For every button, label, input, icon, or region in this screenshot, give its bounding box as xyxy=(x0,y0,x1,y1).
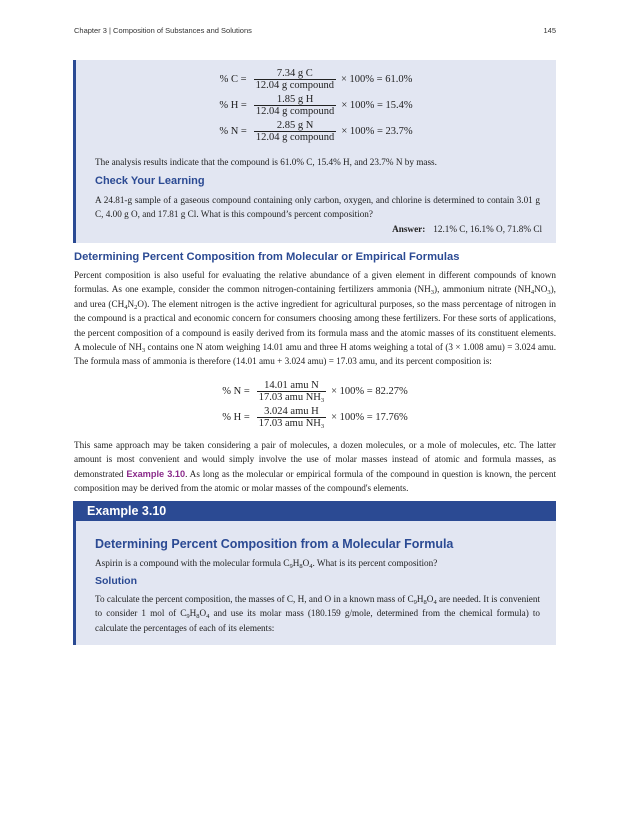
example-3-10-link[interactable]: Example 3.10 xyxy=(126,468,186,479)
fraction: $\frac{\text{1.85 g H}}{\text{12.04 g compound}}$ xyxy=(255,93,335,117)
answer-value: 12.1% C, 16.1% O, 71.8% Cl xyxy=(433,224,542,234)
equation-ammonia-hydrogen: % H = $\frac{\text{3.024 amu H}}{17.03 amu NH_3}$ × 100% = 17.76% xyxy=(222,405,408,430)
example-continuation-box xyxy=(73,60,556,243)
page-number: 145 xyxy=(543,26,556,35)
equation-carbon: % C = $\frac{\text{7.34 g C}}{\text{12.04 g compound}}$ × 100% = 61.0% xyxy=(219,67,413,91)
example-question: Aspirin is a compound with the molecular formula $C_9H_8O_4$. What is its percent composition? xyxy=(95,558,438,570)
analysis-text: The analysis results indicate that the compound is 61.0% C, 15.4% H, and 23.7% N by mass. xyxy=(95,157,437,167)
check-your-learning-heading: Check Your Learning xyxy=(95,175,205,187)
chapter-title: Chapter 3 | Composition of Substances and Solutions xyxy=(74,26,252,35)
fraction: $\frac{\text{7.34 g C}}{\text{12.04 g compound}}$ xyxy=(255,67,335,91)
answer-line xyxy=(392,224,542,234)
fraction: $\frac{\text{3.024 amu H}}{17.03 amu NH_3}$ xyxy=(258,405,325,430)
running-header xyxy=(74,26,556,35)
example-box xyxy=(73,521,556,645)
example-banner: Example 3.10 xyxy=(73,501,556,522)
solution-heading: Solution xyxy=(95,575,137,587)
solution-text: To calculate the percent composition, the masses of C, H, and O in a known mass of $C_9H_8O_4$ are needed. It is convenient to consider 1 mol of $C_9H_8O_4$ and use its molar mass (180.159 g/mole, determined from the chemical formula) to calculate the percentages of each of its elements: xyxy=(95,594,540,633)
equation-hydrogen: % H = $\frac{\text{1.85 g H}}{\text{12.04 g compound}}$ × 100% = 15.4% xyxy=(219,93,413,117)
example-title: Determining Percent Composition from a Molecular Formula xyxy=(95,537,454,551)
check-your-learning-text: A 24.81-g sample of a gaseous compound containing only carbon, oxygen, and chlorine is determined to contain 3.01 g C, 4.00 g O, and 17.81 g Cl. What is this compound’s percent composition? xyxy=(95,195,540,220)
section-paragraph-2: This same approach may be taken considering a pair of molecules, a dozen molecules, or a mole of molecules, etc. The latter amount is most convenient and would simply involve the use of molar masses instead of atomic and formula masses, as demonstrated Example 3.10. As long as the molecular or empirical formula of the compound in question is known, the percent composition may be derived from the atomic or molar masses of the compound's elements. xyxy=(74,440,556,494)
fraction: $\frac{\text{2.85 g N}}{\text{12.04 g compound}}$ xyxy=(255,119,335,143)
ammonia-equations xyxy=(74,378,556,430)
fraction: $\frac{\text{14.01 amu N}}{17.03 amu NH_3}$ xyxy=(258,379,325,404)
equation-ammonia-nitrogen: % N = $\frac{\text{14.01 amu N}}{17.03 amu NH_3}$ × 100% = 82.27% xyxy=(222,379,408,404)
section-heading: Determining Percent Composition from Molecular or Empirical Formulas xyxy=(74,251,460,263)
equation-nitrogen: % N = $\frac{\text{2.85 g N}}{\text{12.04 g compound}}$ × 100% = 23.7% xyxy=(219,119,413,143)
percent-equations xyxy=(76,66,556,144)
answer-label: Answer: xyxy=(392,224,426,234)
section-paragraph-1: Percent composition is also useful for evaluating the relative abundance of a given element in different compounds of known formulas. As one example, consider the common nitrogen-containing fertilizers ammonia $(NH_3)$, ammonium nitrate $(NH_4NO_3)$, and urea $(CH_4N_2O)$. The element nitrogen is the active ingredient for agricultural purposes, so the mass percentage of nitrogen in the compound is a practical and economic concern for consumers choosing among these fertilizers. For these sorts of applications, the percent composition of a compound is easily derived from its formula mass and the atomic masses of its constituent elements. A molecule of $NH_3$ contains one N atom weighing 14.01 amu and three H atoms weighing a total of (3 × 1.008 amu) = 3.024 amu. The formula mass of ammonia is therefore (14.01 amu + 3.024 amu) = 17.03 amu, and its percent composition is: xyxy=(74,270,556,367)
